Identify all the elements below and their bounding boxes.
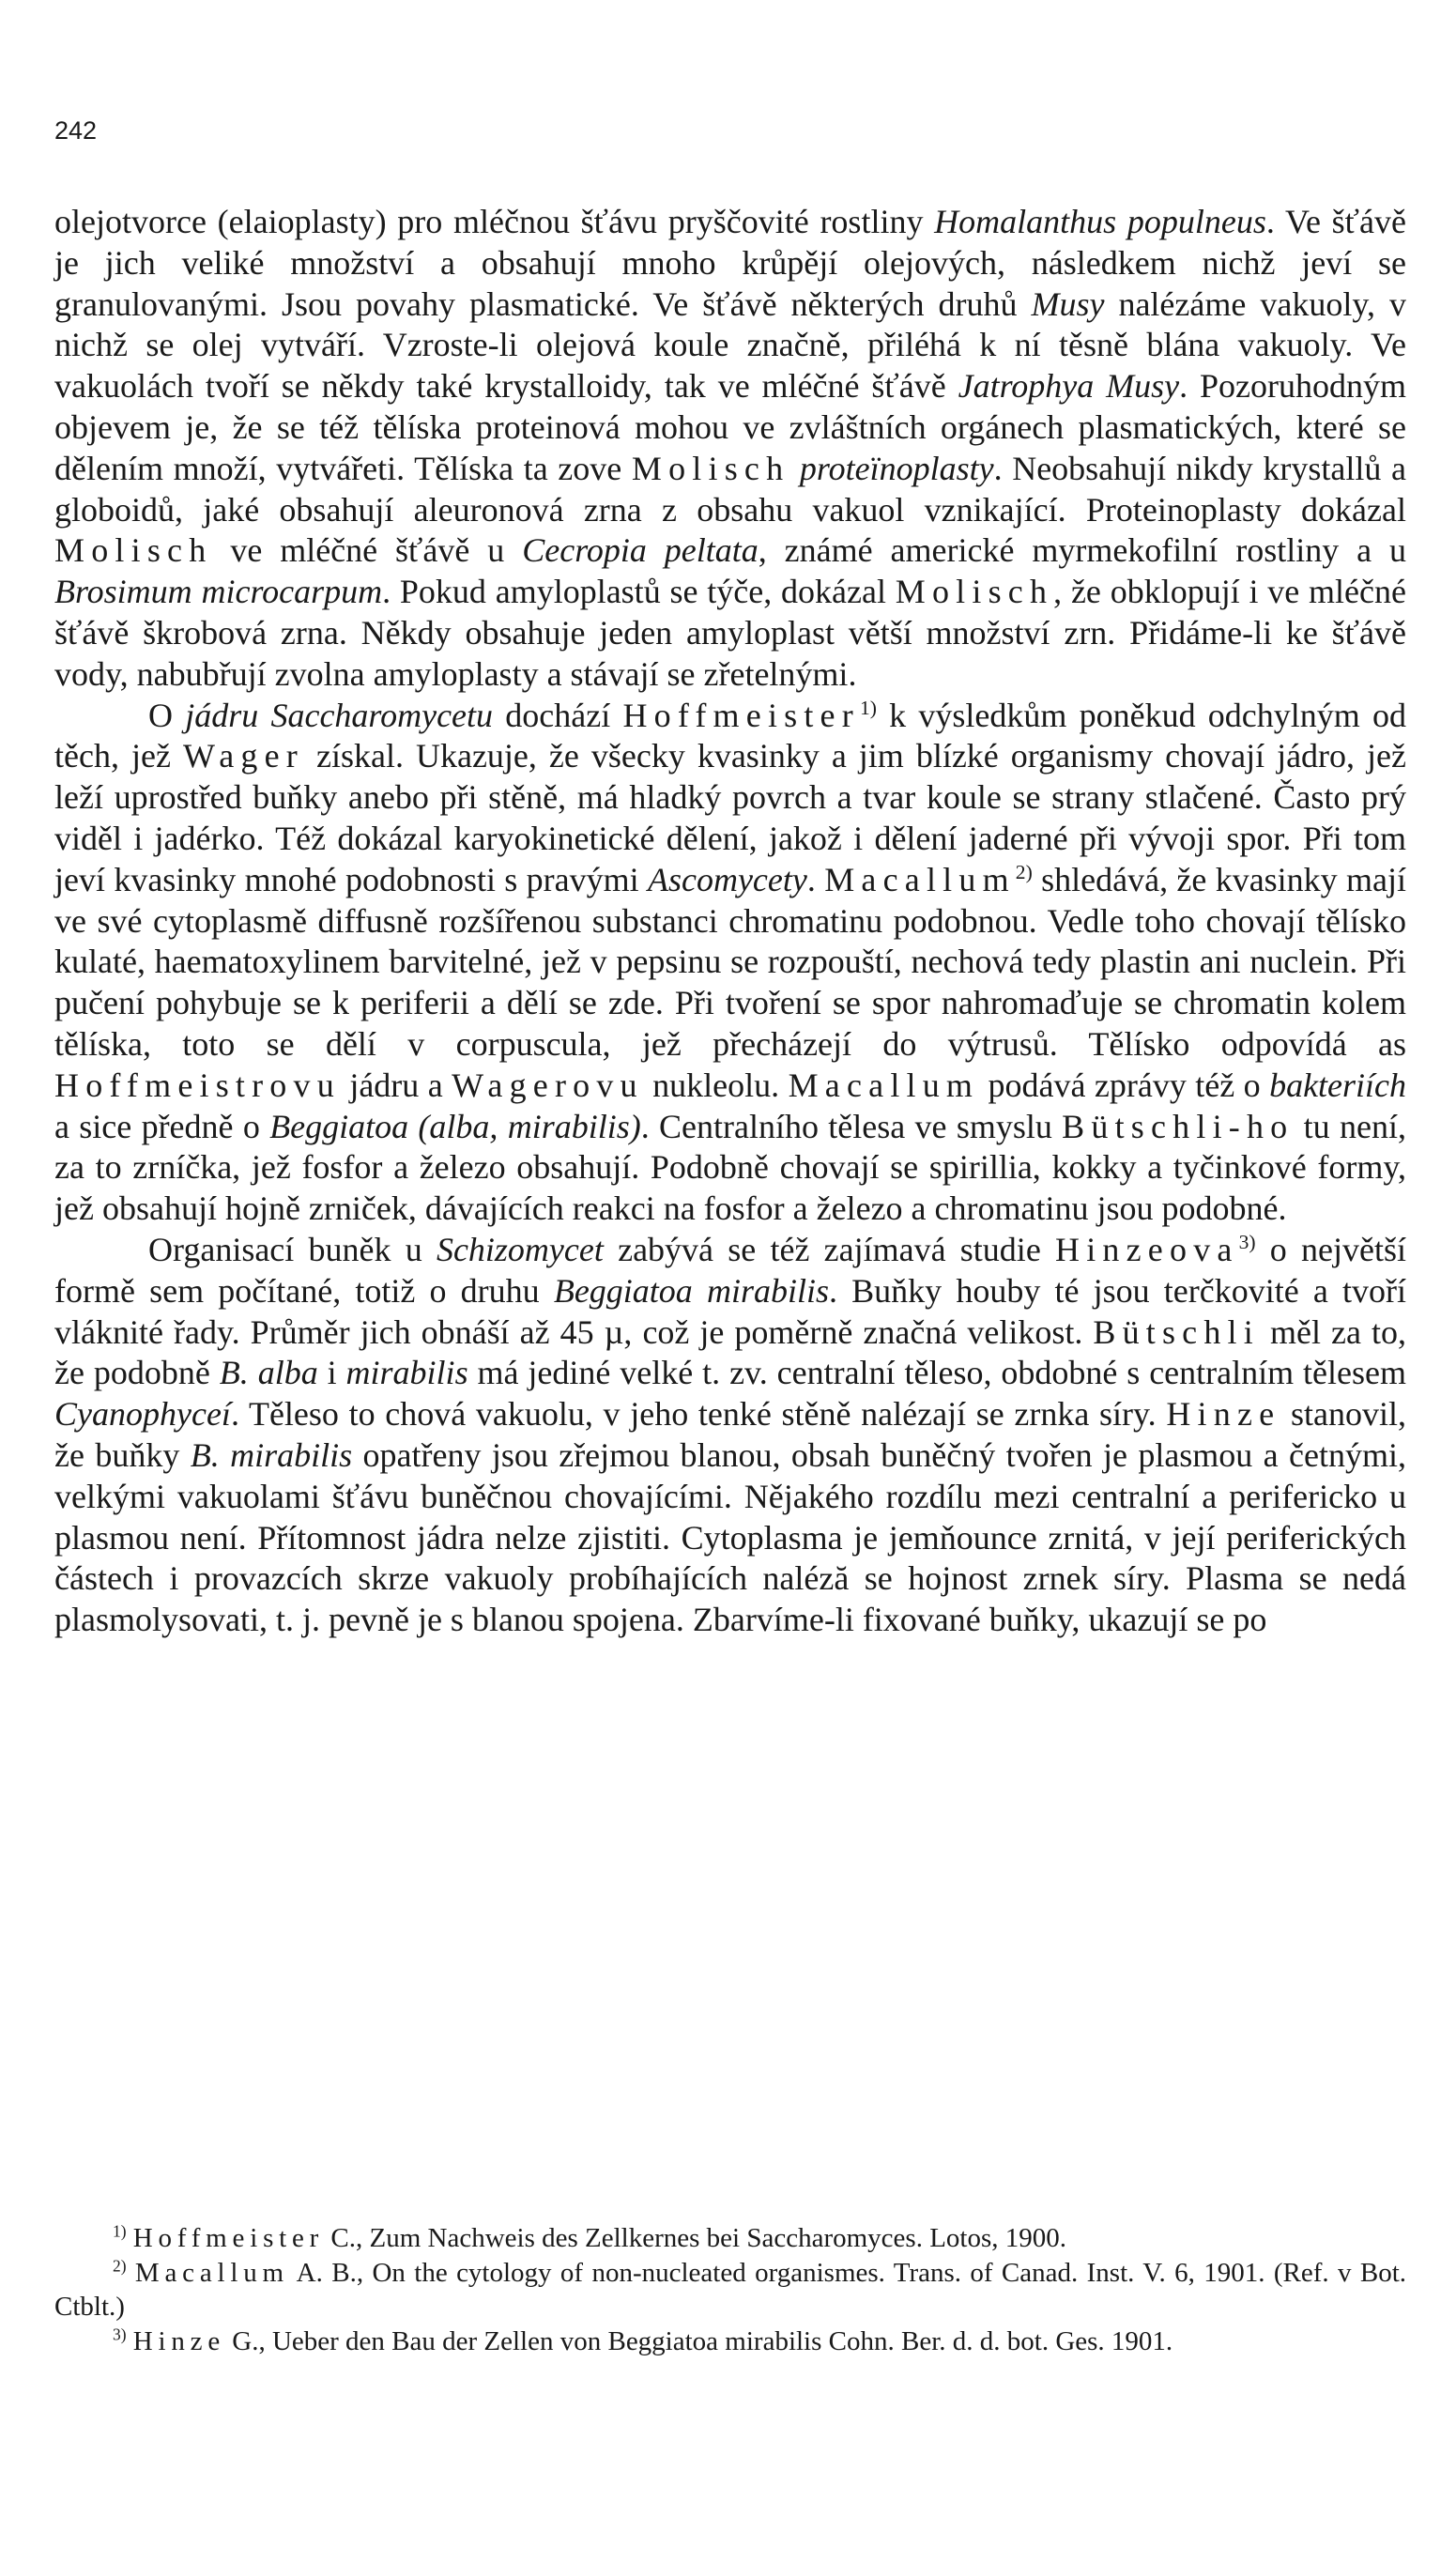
text-run: . Neobsahují nikdy krystallů a globoidů, jaké obsahují aleuronová zrna z obsahu vakuol vznikající. Proteinoplasty dokázal [54,449,1406,529]
italic-term: Homalanthus populneus [934,203,1266,240]
text-run: A. B., On the cytology of non-nucleated organismes. Trans. of Canad. Inst. V. 6, 1901. (Ref. v Bot. Ctblt.) [54,2257,1407,2322]
footnote [54,2221,1406,2256]
text-run: k výsledkům poněkud odchylným od těch, jež [54,696,1407,775]
italic-term: Musy [1031,284,1105,323]
text-run: . Ve šťávě je jich veliké množství a obsahují mnoho krůpějí olejových, následkem nichž jeví se granulovanými. Jsou povahy plasmatické. Ve šťávě některých druhů [54,203,1407,323]
body-text [54,202,1406,1641]
footnote-marker: 1) [113,2221,127,2241]
text-run: . [806,860,825,898]
italic-term: mirabilis [345,1354,468,1392]
author-name: Macallum [824,860,1016,898]
italic-term: Cyanophyceí [54,1395,231,1434]
text-run: . Těleso to chová vakuolu, v jeho tenké stěně nalézají se zrnka síry. [230,1395,1167,1434]
paragraph [54,696,1406,1230]
text-run: stanovil, že buňky [54,1395,1406,1474]
italic-term: Cecropia peltata [522,531,759,570]
text-run: shledává, že kvasinky mají ve své cytoplasmě diffusně rozšířenou substanci chromatinu podobnou. Vedle toho chovají tělísko kulaté, haematoxylinem barvitelné, jež v pepsinu se rozpouští, nechová tedy plastin ani nuclein. Při pučení pohybuje se k periferii a dělí se zde. Při tvoření se spor nahromaďuje se chromatin kolem tělíska, toto se dělí v corpuscula, jež přecházejí do výtrusů. Tělísko odpovídá as [54,860,1407,1063]
italic-term: Jatrophya Musy [958,367,1180,406]
paragraph [54,202,1406,696]
italic-term: bakteriích [1269,1066,1407,1104]
text-run: dochází [493,696,623,734]
text-run [127,2258,135,2288]
italic-term: B. mirabilis [190,1435,353,1474]
text-run: opatřeny jsou zřejmou blanou, obsah buněčný tvořen je plasmou a četnými, velkými vakuolami šťávu buněčnou chovajícími. Nějakého rozdílu mezi centralní a perifericko u plasmou není. Přítomnost jádra nelze zjistiti. Cytoplasma je jemňounce zrnitá, v její periferických částech i provazcích skrze vakuoly probíhajících naléză se hojnost zrnek síry. Plasma se nedá plasmolysovati, t. j. pevně je s blanou spojena. Zbarvíme-li fixované buňky, ukazují se po [54,1435,1407,1639]
page-number: 242 [54,116,98,145]
author-name: Hoffmeister [132,2223,325,2253]
text-run: i [317,1354,346,1392]
author-name: Hinzeova [1055,1230,1239,1268]
text-run: Organisací buněk u [148,1230,437,1268]
footnotes [54,2221,1406,2358]
text-run: měl za to, že podobně [54,1312,1406,1392]
author-name: Macallum [788,1066,980,1104]
footnote-marker: 1) [859,696,877,719]
italic-term: Ascomycety [647,860,807,898]
italic-term: jádru Saccharomycetu [185,696,494,734]
author-name: Molisch [54,531,213,570]
author-name: Hinze [1166,1395,1281,1434]
footnote [54,2256,1406,2324]
text-run [789,450,800,487]
footnote-marker: 3) [113,2324,127,2343]
author-name: Macallum [134,2257,289,2288]
text-run: G., Ueber den Bau der Zellen von Beggiatoa mirabilis Cohn. Ber. d. d. bot. Ges. 1901. [225,2325,1173,2356]
paragraph [54,1230,1406,1641]
author-name: Bütschli-ho [1062,1107,1295,1145]
text-run: C., Zum Nachweis des Zellkernes bei Saccharomyces. Lotos, 1900. [324,2223,1067,2253]
text-run: a sice předně o [54,1107,270,1145]
text-run: nukleolu. [643,1066,789,1104]
italic-term: proteïnoplasty [799,449,994,487]
author-name: Wager [182,737,304,775]
footnote [54,2324,1406,2359]
text-run [127,2326,133,2356]
text-run: získal. Ukazuje, že všecky kvasinky a jim blízké organismy chovají jádro, jež leží uprostřed buňky anebo při stěně, má hladký povrch a tvar koule se strany stlačené. Často prý viděl i jadérko. Též dokázal karyokinetické dělení, jakož i dělení jaderné při vývoji spor. Při tom jeví kvasinky mnohé podobnosti s pravými [54,737,1407,898]
text-run: . Buňky houby té jsou terčkovité a tvoří vláknité řady. Průměr jich obnáší až 45 µ, což je poměrně značná velikost. [54,1271,1407,1351]
author-name: Hinze [132,2325,225,2356]
author-name: Hoffmeister [622,696,860,734]
text-run: má jediné velké t. zv. centralní těleso, obdobné s centralním tělesem [467,1354,1406,1392]
text-run [127,2223,133,2253]
text-run: ve mléčné šťávě u [212,531,523,570]
text-run: , že obklopují i ve mléčné šťávě škrobová zrna. Někdy obsahuje jeden amyloplast větší množství zrn. Přidáme-li ke šťávě vody, nabubřují zvolna amyloplasty a stávají se zřetelnými. [54,573,1406,693]
text-run: olejotvorce (elaioplasty) pro mléčnou šťávu pryščovité rostliny [54,203,935,240]
text-run: tu není, za to zrníčka, jež fosfor a železo obsahují. Podobně chovají se spirillia, kokky a tyčinkové formy, jež obsahují hojně zrniček, dávajících reakci na fosfor a železo a chromatinu jsou podobné. [54,1107,1406,1228]
footnote-marker: 3) [1238,1230,1256,1253]
author-name: Wagerovu [452,1066,644,1104]
author-name: Bütschli [1093,1312,1260,1351]
text-run: zabývá se též zajímavá studie [603,1230,1056,1268]
text-run: , známé americké myrmekofilní rostliny a u [758,531,1407,570]
footnote-marker: 2) [113,2255,127,2275]
text-run: . Pozoruhodným objevem je, že se též tělíska proteinová mohou ve zvláštních orgánech plasmatických, které se dělením množí, vytvářeti. Tělíska ta zove [54,367,1407,487]
italic-term: Beggiatoa (alba, mirabilis) [269,1107,641,1145]
author-name: Molisch [631,449,790,487]
text-run: O [148,696,186,734]
text-run: nalézáme vakuoly, v nichž se olej vytváří. Vzroste-li olejová koule značně, přiléhá k ní těsně blána vakuoly. Ve vakuolách tvoří se někdy také krystalloidy, tak ve mléčné šťávě [54,284,1406,406]
text-run: jádru a [340,1066,452,1104]
text-run: podává zprávy též o [979,1066,1270,1104]
text-run: o největší formě sem počítané, totiž o druhu [54,1230,1406,1310]
footnote-marker: 2) [1015,860,1033,883]
author-name: Molisch [895,573,1054,611]
italic-term: Brosimum microcarpum [54,573,383,611]
italic-term: Schizomycet [436,1230,604,1268]
text-run: . Centralního tělesa ve smyslu [640,1107,1063,1145]
italic-term: B. alba [219,1354,318,1392]
italic-term: Beggiatoa mirabilis [553,1271,829,1310]
author-name: Hoffmeistrovu [54,1066,341,1104]
text-run: . Pokud amyloplastů se týče, dokázal [382,573,896,611]
